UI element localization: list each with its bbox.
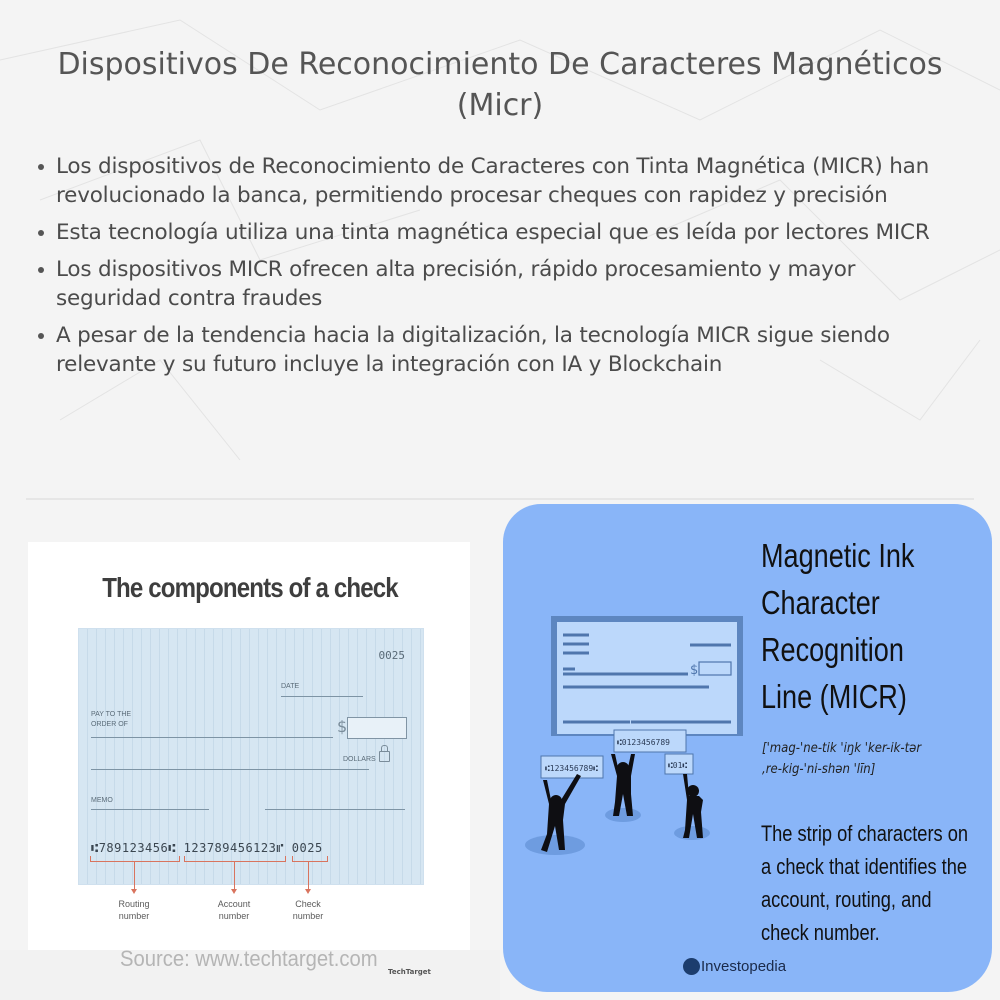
micr-title bbox=[761, 532, 941, 720]
date-line bbox=[281, 696, 363, 697]
svg-text:⑆0123456789: ⑆0123456789 bbox=[617, 738, 670, 747]
investopedia-logo-icon bbox=[683, 958, 700, 975]
bullet-item bbox=[36, 321, 966, 379]
bullet-icon bbox=[38, 267, 44, 273]
dollars-label: DOLLARS bbox=[343, 756, 376, 763]
logo-text: TechTarget bbox=[388, 968, 431, 976]
investopedia-brand: Investopedia bbox=[701, 958, 787, 975]
title-line: Character bbox=[761, 584, 880, 621]
bullet-icon bbox=[38, 164, 44, 170]
bullet-item bbox=[36, 218, 966, 247]
lock-icon bbox=[379, 751, 390, 762]
pronunciation-line: ['mag-'ne-tik 'iŋk 'ker-ik-tər bbox=[762, 741, 922, 756]
account-caption: Account number bbox=[217, 899, 251, 921]
svg-text:⑆123456789⑆: ⑆123456789⑆ bbox=[545, 764, 598, 773]
check-diagram-heading: The components of a check bbox=[102, 572, 398, 603]
arrow-head-icon bbox=[131, 889, 137, 894]
memo-line bbox=[91, 809, 209, 810]
dollar-sign-icon: $ bbox=[690, 663, 699, 678]
amount-words-line bbox=[91, 769, 369, 770]
check-number-bracket bbox=[292, 856, 328, 862]
techtarget-logo bbox=[388, 968, 431, 976]
page-title: Dispositivos De Reconocimiento De Caracteres Magnéticos (Micr) bbox=[57, 47, 943, 124]
bullet-list bbox=[36, 152, 966, 387]
routing-bracket bbox=[90, 856, 180, 862]
routing-arrow bbox=[134, 861, 135, 889]
order-of-label: ORDER OF bbox=[91, 721, 128, 728]
routing-caption: Routing number bbox=[118, 899, 150, 921]
title-line: Line (MICR) bbox=[761, 678, 907, 715]
arrow-head-icon bbox=[231, 889, 237, 894]
payee-line bbox=[91, 737, 333, 738]
bullet-icon bbox=[38, 333, 44, 339]
title-line: Recognition bbox=[761, 631, 904, 668]
bullet-item bbox=[36, 152, 966, 210]
check-illustration bbox=[78, 628, 424, 885]
arrow-head-icon bbox=[305, 889, 311, 894]
check-number-arrow bbox=[308, 861, 309, 889]
pronunciation bbox=[762, 738, 960, 780]
svg-text:⑆01⑆: ⑆01⑆ bbox=[668, 761, 688, 770]
signature-line bbox=[265, 809, 405, 810]
date-label: DATE bbox=[281, 683, 300, 690]
bullet-text: Los dispositivos MICR ofrecen alta precisión, rápido procesamiento y mayor seguridad contra fraudes bbox=[56, 257, 856, 311]
memo-label: MEMO bbox=[91, 797, 113, 804]
micr-description: The strip of characters on a check that identifies the account, routing, and check number. bbox=[761, 821, 969, 945]
bullet-text: Los dispositivos de Reconocimiento de Caracteres con Tinta Magnética (MICR) han revolucionado la banca, permitiendo procesar cheques con rapidez y precisión bbox=[56, 154, 930, 208]
micr-definition-image bbox=[503, 504, 992, 992]
bullet-item bbox=[36, 255, 966, 313]
bullet-text: A pesar de la tendencia hacia la digitalización, la tecnología MICR sigue siendo relevante y su futuro incluye la integración con IA y Blockchain bbox=[56, 323, 890, 377]
amount-box bbox=[347, 717, 407, 739]
bullet-icon bbox=[38, 230, 44, 236]
dollar-sign: $ bbox=[337, 717, 348, 736]
check-number-caption: Check number bbox=[292, 899, 324, 921]
title-line: Magnetic Ink bbox=[761, 537, 915, 574]
pay-to-label: PAY TO THE bbox=[91, 711, 132, 718]
account-arrow bbox=[234, 861, 235, 889]
check-number-top: 0025 bbox=[378, 649, 405, 662]
micr-line: ⑆789123456⑆ 123789456123⑈ 0025 bbox=[91, 841, 323, 855]
section-divider bbox=[26, 498, 974, 500]
pronunciation-line: ,re-kig-'ni-shən 'līn] bbox=[762, 762, 876, 777]
image-source-credit: Source: www.techtarget.com bbox=[120, 946, 378, 971]
bullet-text: Esta tecnología utiliza una tinta magnética especial que es leída por lectores MICR bbox=[56, 220, 930, 245]
account-bracket bbox=[184, 856, 286, 862]
lock-shackle-icon bbox=[381, 745, 388, 752]
